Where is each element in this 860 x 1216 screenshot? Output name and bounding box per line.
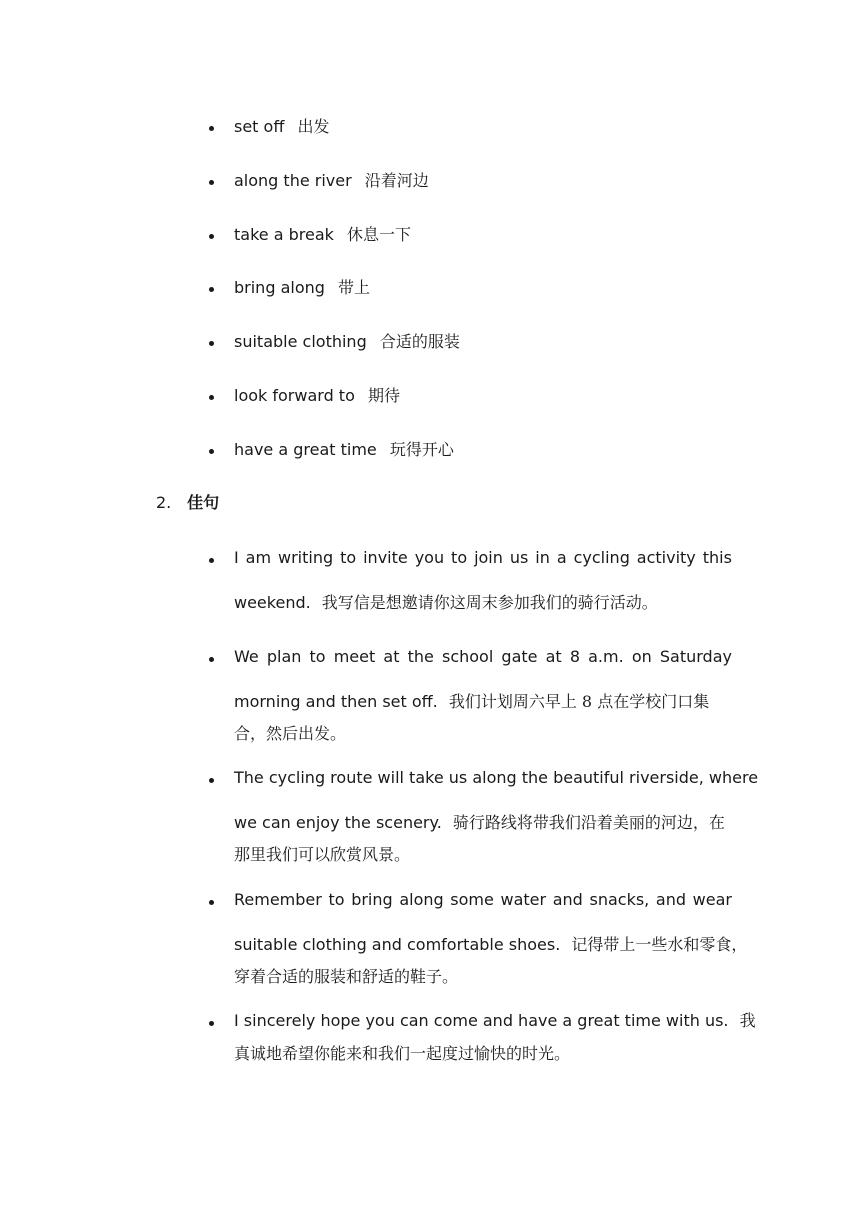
sentence-line bbox=[234, 692, 709, 712]
word: join bbox=[474, 548, 503, 567]
word: and bbox=[552, 890, 583, 909]
sentence-english: morning and then set off. bbox=[234, 692, 438, 711]
word: water bbox=[500, 890, 547, 909]
word: a.m. bbox=[588, 647, 624, 666]
word: you bbox=[414, 548, 445, 567]
word: to bbox=[328, 890, 345, 909]
bullet-icon bbox=[209, 287, 214, 292]
word: gate bbox=[501, 647, 538, 666]
sentence-line bbox=[234, 967, 458, 987]
word: school bbox=[441, 647, 494, 666]
sentence-line bbox=[234, 593, 658, 613]
sentence-line-justified bbox=[234, 548, 732, 568]
word: this bbox=[702, 548, 732, 567]
vocabulary-chinese: 期待 bbox=[367, 386, 400, 405]
word: to bbox=[340, 548, 357, 567]
sentence-chinese: 合，然后出发。 bbox=[234, 724, 347, 743]
word: wear bbox=[692, 890, 732, 909]
word: on bbox=[631, 647, 652, 666]
section-heading bbox=[156, 493, 219, 513]
sentence-line bbox=[234, 1011, 756, 1031]
vocabulary-item bbox=[234, 171, 429, 191]
sentence-english: The cycling route will take us along the beautiful riverside, where bbox=[234, 768, 759, 787]
bullet-icon bbox=[209, 900, 214, 905]
bullet-icon bbox=[209, 449, 214, 454]
sentence-english: suitable clothing and comfortable shoes. bbox=[234, 935, 561, 954]
sentence-chinese: 我们计划周六早上 8 点在学校门口集 bbox=[448, 692, 710, 711]
sentence-english: we can enjoy the scenery. bbox=[234, 813, 442, 832]
vocabulary-item bbox=[234, 440, 454, 460]
word: meet bbox=[333, 647, 376, 666]
sentence-english: I sincerely hope you can come and have a great time with us. bbox=[234, 1011, 729, 1030]
sentence-line bbox=[234, 813, 725, 833]
sentence-chinese: 我写信是想邀请你这周末参加我们的骑行活动。 bbox=[321, 593, 658, 612]
bullet-icon bbox=[209, 657, 214, 662]
vocabulary-item bbox=[234, 117, 329, 137]
section-title: 佳句 bbox=[187, 493, 220, 512]
sentence-line-justified bbox=[234, 890, 732, 910]
word: invite bbox=[363, 548, 408, 567]
vocabulary-english: set off bbox=[234, 117, 285, 136]
sentence-line bbox=[234, 724, 346, 744]
word: snacks, bbox=[589, 890, 650, 909]
word: at bbox=[545, 647, 562, 666]
sentence-line bbox=[234, 1044, 570, 1064]
vocabulary-chinese: 休息一下 bbox=[346, 225, 411, 244]
word: We bbox=[234, 647, 259, 666]
sentence-chinese: 真诚地希望你能来和我们一起度过愉快的时光。 bbox=[234, 1044, 571, 1063]
vocabulary-english: suitable clothing bbox=[234, 332, 367, 351]
word: Saturday bbox=[659, 647, 732, 666]
word: along bbox=[399, 890, 444, 909]
word: to bbox=[451, 548, 468, 567]
bullet-icon bbox=[209, 1021, 214, 1026]
vocabulary-item bbox=[234, 225, 411, 245]
bullet-icon bbox=[209, 558, 214, 563]
word: at bbox=[383, 647, 400, 666]
word: activity bbox=[636, 548, 696, 567]
sentence-line bbox=[234, 845, 410, 865]
word: cycling bbox=[573, 548, 630, 567]
vocabulary-item bbox=[234, 278, 370, 298]
word: in bbox=[535, 548, 550, 567]
vocabulary-chinese: 合适的服装 bbox=[379, 332, 460, 351]
word: a bbox=[556, 548, 567, 567]
word: Remember bbox=[234, 890, 322, 909]
word: some bbox=[450, 890, 494, 909]
bullet-icon bbox=[209, 234, 214, 239]
word: writing bbox=[278, 548, 334, 567]
sentence-chinese: 那里我们可以欣赏风景。 bbox=[234, 845, 411, 864]
sentence-chinese: 穿着合适的服装和舒适的鞋子。 bbox=[234, 967, 459, 986]
word: the bbox=[407, 647, 434, 666]
vocabulary-chinese: 出发 bbox=[297, 117, 330, 136]
word: to bbox=[309, 647, 326, 666]
vocabulary-chinese: 玩得开心 bbox=[389, 440, 454, 459]
word: us bbox=[509, 548, 529, 567]
word: 8 bbox=[569, 647, 580, 666]
vocabulary-english: have a great time bbox=[234, 440, 377, 459]
vocabulary-chinese: 带上 bbox=[338, 278, 371, 297]
vocabulary-english: bring along bbox=[234, 278, 325, 297]
vocabulary-english: look forward to bbox=[234, 386, 355, 405]
sentence-line bbox=[234, 768, 758, 788]
section-number: 2. bbox=[156, 493, 172, 512]
word: am bbox=[245, 548, 272, 567]
vocabulary-english: along the river bbox=[234, 171, 352, 190]
word: and bbox=[655, 890, 686, 909]
sentence-chinese: 我 bbox=[739, 1011, 756, 1030]
word: I bbox=[234, 548, 239, 567]
bullet-icon bbox=[209, 395, 214, 400]
word: plan bbox=[266, 647, 302, 666]
sentence-chinese: 骑行路线将带我们沿着美丽的河边，在 bbox=[452, 813, 725, 832]
sentence-english: weekend. bbox=[234, 593, 311, 612]
vocabulary-english: take a break bbox=[234, 225, 334, 244]
vocabulary-item bbox=[234, 332, 460, 352]
bullet-icon bbox=[209, 341, 214, 346]
vocabulary-item bbox=[234, 386, 400, 406]
vocabulary-chinese: 沿着河边 bbox=[364, 171, 429, 190]
word: bring bbox=[351, 890, 393, 909]
sentence-chinese: 记得带上一些水和零食， bbox=[571, 935, 748, 954]
sentence-line-justified bbox=[234, 647, 732, 667]
bullet-icon bbox=[209, 778, 214, 783]
bullet-icon bbox=[209, 126, 214, 131]
bullet-icon bbox=[209, 180, 214, 185]
sentence-line bbox=[234, 935, 747, 955]
